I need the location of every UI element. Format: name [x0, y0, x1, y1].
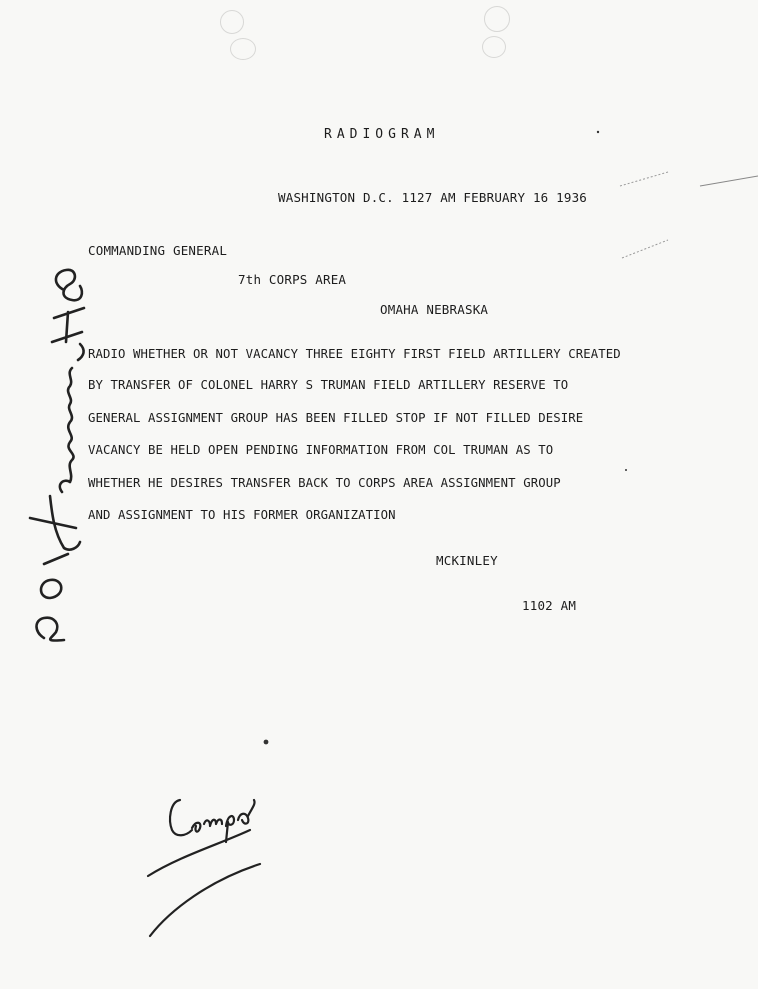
location: OMAHA NEBRASKA	[380, 302, 489, 317]
dateline: WASHINGTON D.C. 1127 AM FEBRUARY 16 1936	[278, 190, 588, 205]
document-title: RADIOGRAM	[324, 127, 440, 142]
body-line: VACANCY BE HELD OPEN PENDING INFORMATION FROM COL TRUMAN AS TO	[88, 443, 554, 457]
addressee: COMMANDING GENERAL	[88, 243, 228, 258]
body-line: RADIO WHETHER OR NOT VACANCY THREE EIGHTY FIRST FIELD ARTILLERY CREATED	[88, 347, 621, 361]
body-line: BY TRANSFER OF COLONEL HARRY S TRUMAN FIELD ARTILLERY RESERVE TO	[88, 378, 569, 392]
body-line: AND ASSIGNMENT TO HIS FORMER ORGANIZATION	[88, 508, 396, 522]
time-received: 1102 AM	[522, 598, 577, 613]
body-line: GENERAL ASSIGNMENT GROUP HAS BEEN FILLED STOP IF NOT FILLED DESIRE	[88, 411, 584, 425]
unit-name: 7th CORPS AREA	[238, 272, 347, 287]
signature: MCKINLEY	[436, 553, 498, 568]
body-line: WHETHER HE DESIRES TRANSFER BACK TO CORPS AREA ASSIGNMENT GROUP	[88, 476, 561, 490]
